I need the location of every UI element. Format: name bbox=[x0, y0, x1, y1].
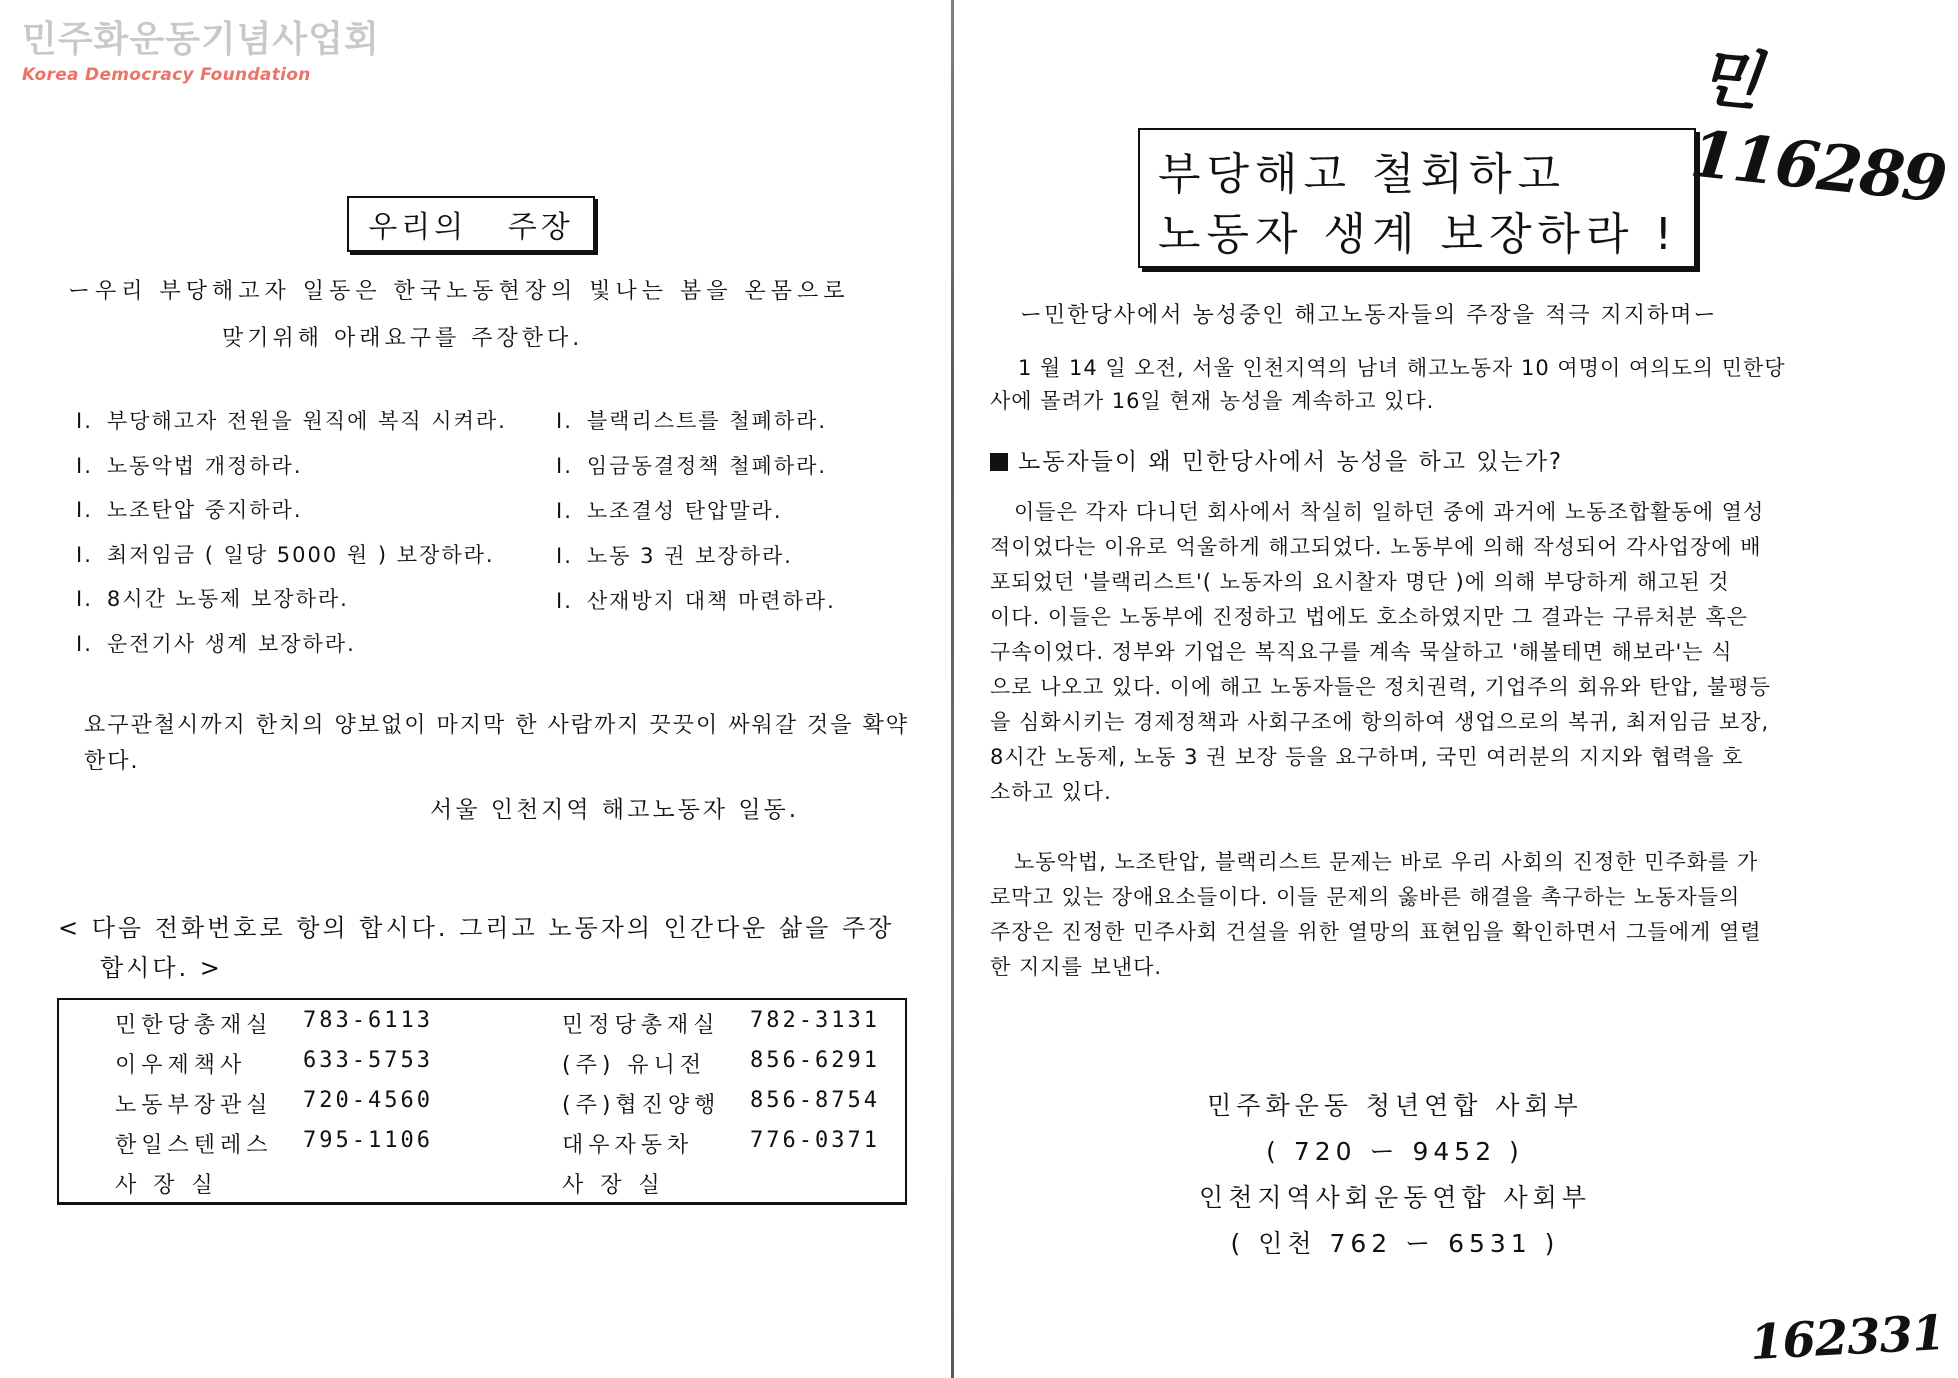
phone-entry-name: 노동부장관실 bbox=[115, 1093, 273, 1118]
demand-marker: Ⅰ. bbox=[76, 587, 93, 612]
phone-entry-number: 720-4560 bbox=[303, 1088, 433, 1113]
left-closing-line1: 요구관철시까지 한치의 양보없이 마지막 한 사람까지 끗끗이 싸워갈 것을 확약 bbox=[84, 713, 910, 738]
handwritten-document-number: 162331 bbox=[1748, 1304, 1946, 1372]
demand-item bbox=[76, 583, 349, 613]
phone-row bbox=[115, 1048, 495, 1084]
paragraph-line: 포되었던 '블랙리스트'( 노동자의 요시찰자 명단 )에 의해 부당하게 해고된 것 bbox=[990, 570, 1730, 594]
phone-entry-number: 856-8754 bbox=[750, 1088, 880, 1113]
paragraph-line: 을 심화시키는 경제정책과 사회구조에 항의하여 생업으로의 복귀, 최저임금 보장, bbox=[990, 710, 1770, 734]
demand-text: 블랙리스트를 철폐하라. bbox=[586, 409, 828, 433]
phone-row bbox=[562, 1048, 942, 1084]
demand-marker: Ⅰ. bbox=[556, 454, 573, 478]
demand-item bbox=[76, 628, 356, 658]
phone-call-line1: < 다음 전화번호로 항의 합시다. 그리고 노동자의 인간다운 삶을 주장 bbox=[58, 914, 895, 942]
org1-phone: ( 720 ー 9452 ) bbox=[1266, 1137, 1524, 1166]
demand-text: 최저임금 ( 일당 5000 원 ) 보장하라. bbox=[106, 542, 495, 567]
right-title-box bbox=[1138, 128, 1696, 268]
phone-row bbox=[115, 1128, 495, 1164]
demand-item bbox=[76, 494, 303, 524]
paragraph-line: 8시간 노동제, 노동 3 권 보장 등을 요구하며, 국민 여러분의 지지와 협력을 호 bbox=[990, 745, 1744, 769]
phone-call-line2: 합시다. > bbox=[100, 954, 223, 982]
demand-text: 운전기사 생계 보장하라. bbox=[106, 632, 356, 656]
left-intro-line2: 맞기위해 아래요구를 주장한다. bbox=[222, 326, 584, 351]
phone-row bbox=[115, 1168, 495, 1204]
watermark-english: Korea Democracy Foundation bbox=[22, 65, 311, 85]
demand-item bbox=[556, 495, 783, 525]
demand-text: 노조결성 탄압말라. bbox=[586, 499, 783, 523]
phone-entry-name: (주)협진양행 bbox=[562, 1093, 721, 1118]
phone-row bbox=[562, 1128, 942, 1164]
left-closing-line2: 한다. bbox=[84, 749, 140, 774]
watermark-korean: 민주화운동기념사업회 bbox=[22, 19, 380, 60]
phone-entry-name: 한일스텐레스 bbox=[115, 1133, 273, 1158]
demand-text: 노동 3 권 보장하라. bbox=[586, 544, 793, 568]
phone-row bbox=[562, 1168, 942, 1204]
phone-entry-name: 사 장 실 bbox=[115, 1173, 218, 1198]
phone-entry-name: 대우자동차 bbox=[562, 1133, 694, 1158]
paragraph-line: 으로 나오고 있다. 이에 해고 노동자들은 정치권력, 기업주의 회유와 탄압, 불평등 bbox=[990, 675, 1771, 699]
right-subtitle: ー민한당사에서 농성중인 해고노동자들의 주장을 적극 지지하며ー bbox=[1020, 303, 1718, 328]
phone-row bbox=[562, 1008, 942, 1044]
demand-text: 8시간 노동제 보장하라. bbox=[106, 587, 349, 612]
demand-text: 산재방지 대책 마련하라. bbox=[586, 589, 836, 613]
paragraph-line: 구속이었다. 정부와 기업은 복직요구를 계속 묵살하고 '해볼테면 해보라'는 식 bbox=[990, 640, 1733, 664]
phone-entry-name: 민정당총재실 bbox=[562, 1013, 720, 1038]
demand-item bbox=[556, 585, 836, 615]
phone-entry-name: 사 장 실 bbox=[562, 1173, 665, 1198]
left-signature: 서울 인천지역 해고노동자 일동. bbox=[430, 797, 800, 823]
phone-entry-number: 633-5753 bbox=[303, 1048, 433, 1073]
demand-item bbox=[76, 450, 303, 480]
demand-text: 부당해고자 전원을 원직에 복직 시켜라. bbox=[106, 409, 507, 433]
phone-row bbox=[115, 1088, 495, 1124]
phone-directory-box bbox=[57, 998, 907, 1205]
demand-marker: Ⅰ. bbox=[76, 498, 93, 523]
paragraph-line: 로막고 있는 장애요소들이다. 이들 문제의 옳바른 해결을 촉구하는 노동자들의 bbox=[990, 885, 1741, 909]
demand-marker: Ⅰ. bbox=[76, 409, 93, 433]
left-intro-line1: ー우리 부당해고자 일동은 한국노동현장의 빛나는 봄을 온몸으로 bbox=[68, 279, 850, 304]
fold-line bbox=[951, 0, 954, 1378]
bullet-square-icon bbox=[990, 453, 1008, 471]
phone-entry-number: 776-0371 bbox=[750, 1128, 880, 1153]
demand-marker: Ⅰ. bbox=[76, 453, 93, 478]
demand-item bbox=[556, 405, 827, 435]
demand-marker: Ⅰ. bbox=[556, 589, 573, 613]
right-lead-line1: 1 월 14 일 오전, 서울 인천지역의 남녀 해고노동자 10 여명이 여의도의 민한당 bbox=[1018, 356, 1786, 380]
right-question bbox=[990, 448, 1563, 476]
demand-item bbox=[556, 450, 827, 480]
demand-text: 노동악법 개정하라. bbox=[106, 453, 303, 478]
phone-entry-name: 민한당총재실 bbox=[115, 1013, 273, 1038]
org2-name: 인천지역사회운동연합 사회부 bbox=[1199, 1183, 1591, 1212]
phone-entry-name: (주) 유니전 bbox=[562, 1053, 707, 1078]
demand-item bbox=[556, 540, 793, 570]
right-title-line1: 부당해고 철회하고 bbox=[1158, 149, 1567, 200]
right-lead-line2: 사에 몰려가 16일 현재 농성을 계속하고 있다. bbox=[990, 389, 1435, 413]
left-title-box bbox=[347, 196, 595, 252]
demand-text: 노조탄압 중지하라. bbox=[106, 498, 303, 523]
demand-item bbox=[76, 405, 507, 435]
paragraph-line: 이들은 각자 다니던 회사에서 착실히 일하던 중에 과거에 노동조합활동에 열성 bbox=[1014, 500, 1765, 524]
paragraph-line: 이다. 이들은 노동부에 진정하고 법에도 호소하였지만 그 결과는 구류처분 혹은 bbox=[990, 605, 1748, 629]
phone-entry-number: 795-1106 bbox=[303, 1128, 433, 1153]
phone-row bbox=[562, 1088, 942, 1124]
left-title: 우리의 주장 bbox=[368, 210, 574, 245]
demand-marker: Ⅰ. bbox=[556, 499, 573, 523]
phone-entry-number: 856-6291 bbox=[750, 1048, 880, 1073]
demand-marker: Ⅰ. bbox=[76, 542, 93, 567]
phone-entry-number: 783-6113 bbox=[303, 1008, 433, 1033]
paragraph-line: 한 지지를 보낸다. bbox=[990, 955, 1163, 979]
paragraph-line: 주장은 진정한 민주사회 건설을 위한 열망의 표현임을 확인하면서 그들에게 열렬 bbox=[990, 920, 1762, 944]
demand-text: 임금동결정책 철폐하라. bbox=[586, 454, 828, 478]
right-question-text: 노동자들이 왜 민한당사에서 농성을 하고 있는가? bbox=[1018, 449, 1564, 475]
paragraph-line: 노동악법, 노조탄압, 블랙리스트 문제는 바로 우리 사회의 진정한 민주화를 가 bbox=[1014, 850, 1759, 874]
org1-name: 민주화운동 청년연합 사회부 bbox=[1207, 1091, 1583, 1120]
org2-phone: ( 인천 762 ー 6531 ) bbox=[1230, 1229, 1560, 1258]
demand-marker: Ⅰ. bbox=[76, 632, 93, 656]
phone-entry-name: 이우제책사 bbox=[115, 1053, 247, 1078]
handwritten-archive-number: 민116289 bbox=[1686, 39, 1949, 218]
paragraph-line: 적이었다는 이유로 억울하게 해고되었다. 노동부에 의해 작성되어 각사업장에 배 bbox=[990, 535, 1762, 559]
phone-row bbox=[115, 1008, 495, 1044]
watermark-logo bbox=[22, 20, 380, 86]
demand-marker: Ⅰ. bbox=[556, 409, 573, 433]
demand-marker: Ⅰ. bbox=[556, 544, 573, 568]
paragraph-line: 소하고 있다. bbox=[990, 780, 1112, 804]
right-title-line2: 노동자 생계 보장하라 ! bbox=[1158, 209, 1679, 260]
demand-item bbox=[76, 539, 495, 569]
phone-entry-number: 782-3131 bbox=[750, 1008, 880, 1033]
